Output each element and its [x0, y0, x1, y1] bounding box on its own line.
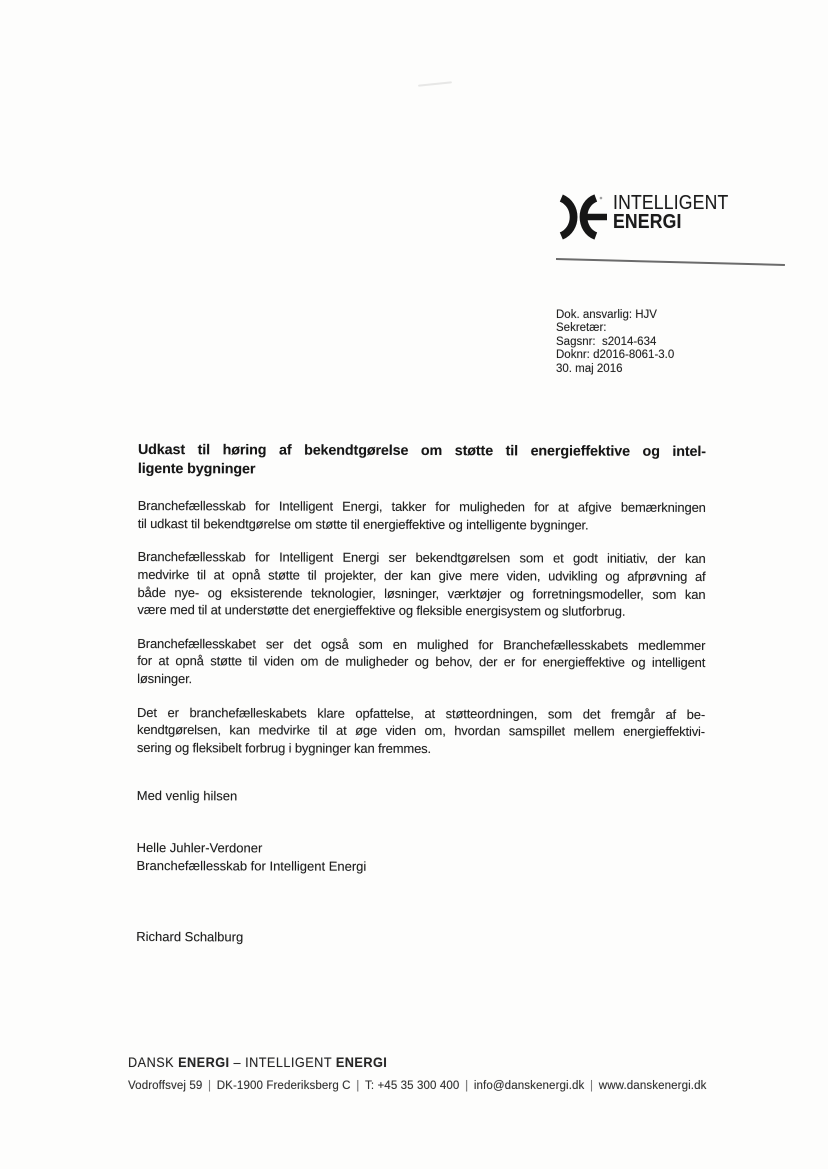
- metadata-line: Sekretær:: [556, 322, 607, 335]
- logo-wordmark: [613, 192, 728, 231]
- metadata-line: Doknr: d2016-8061-3.0: [556, 349, 675, 362]
- footer-contact-line: [128, 1078, 707, 1092]
- footer-contact-item: |: [590, 1078, 594, 1092]
- body-line: kendtgørelsen, kan medvirke til at øge viden om, hvordan samspillet mellem energieffektivi-: [136, 722, 706, 740]
- letter-title-line: Udkast til høring af bekendtgørelse om støtte til energieffektive og intel-: [137, 442, 706, 460]
- letter-body: [136, 441, 706, 948]
- intelligent-energi-logo: [557, 192, 744, 242]
- footer-org-segment: DANSK: [128, 1055, 179, 1070]
- intelligent-energi-logomark: [557, 192, 607, 242]
- body-line: Branchefællesskab for Intelligent Energi ser bekendtgørelsen som et godt initiativ, der kan: [137, 549, 706, 567]
- footer-organization-line: [128, 1055, 707, 1070]
- metadata-line: 30. maj 2016: [556, 362, 623, 375]
- letter-title: [138, 441, 706, 480]
- document-metadata: [556, 309, 674, 376]
- letter-title-line: ligente bygninger: [137, 460, 256, 478]
- footer-contact-item: DK-1900 Frederiksberg C: [216, 1078, 351, 1092]
- body-line: Branchefællesskab for Intelligent Energi, takker for muligheden for at afgive bemærkningen: [137, 498, 706, 516]
- signer-organization: Branchefællesskab for Intelligent Energi: [136, 857, 367, 874]
- body-line: til udkast til bekendtgørelse om støtte til energieffektive og intelligente bygninger.: [137, 515, 589, 533]
- closing-salutation: Med venlig hilsen: [136, 788, 238, 804]
- paragraph-4: [137, 704, 705, 759]
- signature-block: [136, 839, 704, 876]
- body-line: løsninger.: [137, 670, 193, 687]
- footer-contact-item: T: +45 35 300 400: [364, 1078, 460, 1092]
- footer-org-segment: ENERGI: [335, 1055, 388, 1070]
- signer-name: Helle Juhler-Verdoner: [136, 839, 263, 856]
- body-line: medvirke til at opnå støtte til projekter, der kan give mere viden, udvikling og afprøvning af: [137, 566, 706, 584]
- letterhead-footer: [128, 1055, 743, 1092]
- logo-wordmark-line1: INTELLIGENT: [613, 192, 729, 214]
- body-line: Det er branchefælleskabets klare opfattelse, at støtteordningen, som det fremgår af be-: [137, 704, 706, 722]
- paragraph-2: [137, 548, 705, 620]
- body-line: Branchefællesskabet ser det også som en mulighed for Branchefællesskabets medlemmer: [137, 635, 706, 653]
- footer-contact-item: www.danskenergi.dk: [598, 1078, 707, 1092]
- metadata-line: Dok. ansvarlig: HJV: [556, 309, 657, 321]
- second-signer-name: Richard Schalburg: [136, 929, 244, 945]
- footer-contact-item: Vodroffsvej 59: [128, 1078, 203, 1092]
- body-line: sering og fleksibelt forbrug i bygninger kan fremmes.: [136, 739, 432, 756]
- metadata-line: Sagsnr: s2014-634: [556, 335, 657, 348]
- logo-wordmark-line2: ENERGI: [613, 210, 682, 233]
- footer-contact-item: |: [208, 1078, 212, 1092]
- header-rule: [556, 258, 785, 266]
- footer-org-segment: – INTELLIGENT: [229, 1055, 336, 1070]
- body-line: både nye- og eksisterende teknologier, løsninger, værktøjer og forretningsmodeller, som kan: [137, 584, 706, 602]
- body-line: være med til at understøtte det energieffektive og fleksible energisystem og slutforbrug.: [137, 602, 626, 619]
- body-line: for at opnå støtte til viden om de muligheder og behov, der er for energieffektive og intelligent: [137, 653, 706, 671]
- paragraph-3: [137, 635, 705, 690]
- footer-contact-item: |: [465, 1078, 469, 1092]
- paragraph-1: [138, 497, 706, 534]
- scan-artifact: [418, 81, 452, 87]
- footer-contact-item: info@danskenergi.dk: [473, 1078, 585, 1092]
- footer-org-segment: ENERGI: [178, 1055, 230, 1070]
- footer-contact-item: |: [356, 1078, 360, 1092]
